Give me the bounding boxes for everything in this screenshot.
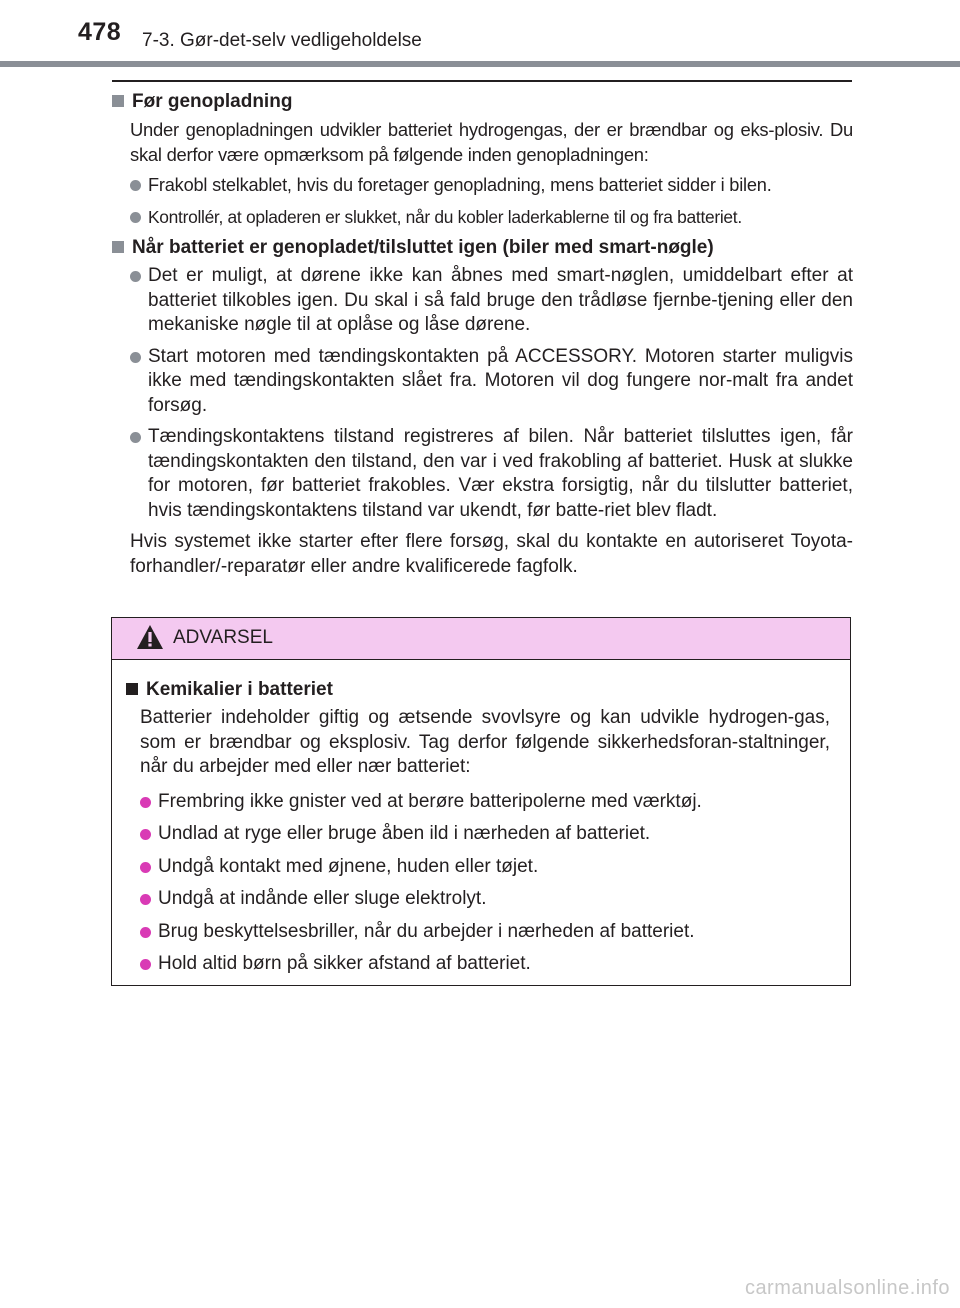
list-item-text: Kontrollér, at opladeren er slukket, når du kobler laderkablerne til og fra batteriet.: [148, 206, 742, 227]
paragraph: Under genopladningen udvikler batteriet hydrogengas, der er brændbar og eks-plosiv. Du skal derfor være opmærksom på følgende inden genopladningen:: [130, 119, 853, 165]
round-bullet-icon: [140, 829, 151, 840]
warning-box: [111, 617, 851, 986]
round-bullet-icon: [140, 927, 151, 938]
warning-paragraph: Batterier indeholder giftig og ætsende svovlsyre og kan udvikle hydrogen-gas, som er brændbar og eksplosiv. Tag derfor følgende sikkerhedsforan-staltninger, når du arbejder med eller nær batteriet:: [140, 707, 830, 777]
list-item: [130, 173, 853, 198]
list-item: [130, 264, 853, 338]
list-item-text: Undgå kontakt med øjnene, huden eller tøjet.: [158, 855, 539, 877]
list-item-text: Frakobl stelkablet, hvis du foretager genopladning, mens batteriet sidder i bilen.: [148, 175, 772, 195]
warning-list-item: [140, 822, 830, 847]
round-bullet-icon: [130, 180, 141, 191]
list-item: [130, 345, 853, 419]
list-item-text: Det er muligt, at dørene ikke kan åbnes med smart-nøglen, umiddelbart efter at batteriet tilkobles igen. Du skal i så fald bruge den trådløse fjernbe-tjening eller den mekaniske nøgle til at oplåse og låse dørene.: [148, 265, 853, 335]
warning-list-item: [140, 920, 830, 945]
warning-list-item: [140, 887, 830, 912]
warning-heading-text: Kemikalier i batteriet: [146, 679, 333, 700]
round-bullet-icon: [140, 959, 151, 970]
list-item-text: Brug beskyttelsesbriller, når du arbejder i nærheden af batteriet.: [158, 920, 695, 942]
round-bullet-icon: [140, 894, 151, 905]
round-bullet-icon: [140, 862, 151, 873]
list-item-text: Undgå at indånde eller sluge elektrolyt.: [158, 888, 487, 909]
round-bullet-icon: [140, 797, 151, 808]
section-heading: [112, 236, 853, 260]
header-rule: [0, 61, 960, 67]
list-item: [130, 425, 853, 523]
square-bullet-icon: [112, 241, 124, 253]
square-bullet-icon: [126, 683, 138, 695]
warning-title: ADVARSEL: [173, 627, 273, 648]
warning-triangle-icon: [136, 624, 164, 650]
warning-heading: [126, 678, 830, 702]
warning-body: [112, 660, 850, 977]
section-heading-text: Når batteriet er genopladet/tilsluttet igen (biler med smart-nøgle): [132, 237, 714, 258]
chapter-title: 7-3. Gør-det-selv vedligeholdelse: [142, 30, 422, 51]
section-heading-text: Før genopladning: [132, 91, 293, 112]
paragraph: Hvis systemet ikke starter efter flere forsøg, skal du kontakte en autoriseret Toyota-forhandler/-reparatør eller andre kvalificerede fagfolk.: [130, 531, 853, 577]
list-item-text: Tændingskontaktens tilstand registreres af bilen. Når batteriet tilsluttes igen, får tændingskontakten den tilstand, den var i ved frakobling af batteriet. Husk at slukke for motoren, før batteriet frakobles. Vær ekstra forsigtig, når du tilslutter batteriet, hvis tændingskontaktens tilstand var ukendt, før batte-riet blev fladt.: [148, 426, 853, 521]
list-item-text: Hold altid børn på sikker afstand af batteriet.: [158, 953, 531, 974]
round-bullet-icon: [130, 271, 141, 282]
main-content: [112, 90, 853, 585]
round-bullet-icon: [130, 352, 141, 363]
warning-list-item: [140, 790, 830, 815]
round-bullet-icon: [130, 212, 141, 223]
round-bullet-icon: [130, 432, 141, 443]
square-bullet-icon: [112, 95, 124, 107]
list-item: [130, 205, 853, 230]
watermark: carmanualsonline.info: [744, 1277, 950, 1299]
warning-list-item: [140, 952, 830, 977]
warning-list-item: [140, 855, 830, 880]
section-divider: [112, 80, 852, 82]
section-heading: [112, 90, 853, 114]
warning-header: [112, 618, 850, 660]
list-item-text: Start motoren med tændingskontakten på ACCESSORY. Motoren starter muligvis ikke med tændingskontakten slået fra. Motoren vil dog fungere nor-malt fra andet forsøg.: [148, 345, 853, 416]
list-item-text: Undlad at ryge eller bruge åben ild i nærheden af batteriet.: [158, 823, 651, 844]
list-item-text: Frembring ikke gnister ved at berøre batteripolerne med værktøj.: [158, 790, 702, 812]
page-number: 478: [78, 18, 122, 46]
